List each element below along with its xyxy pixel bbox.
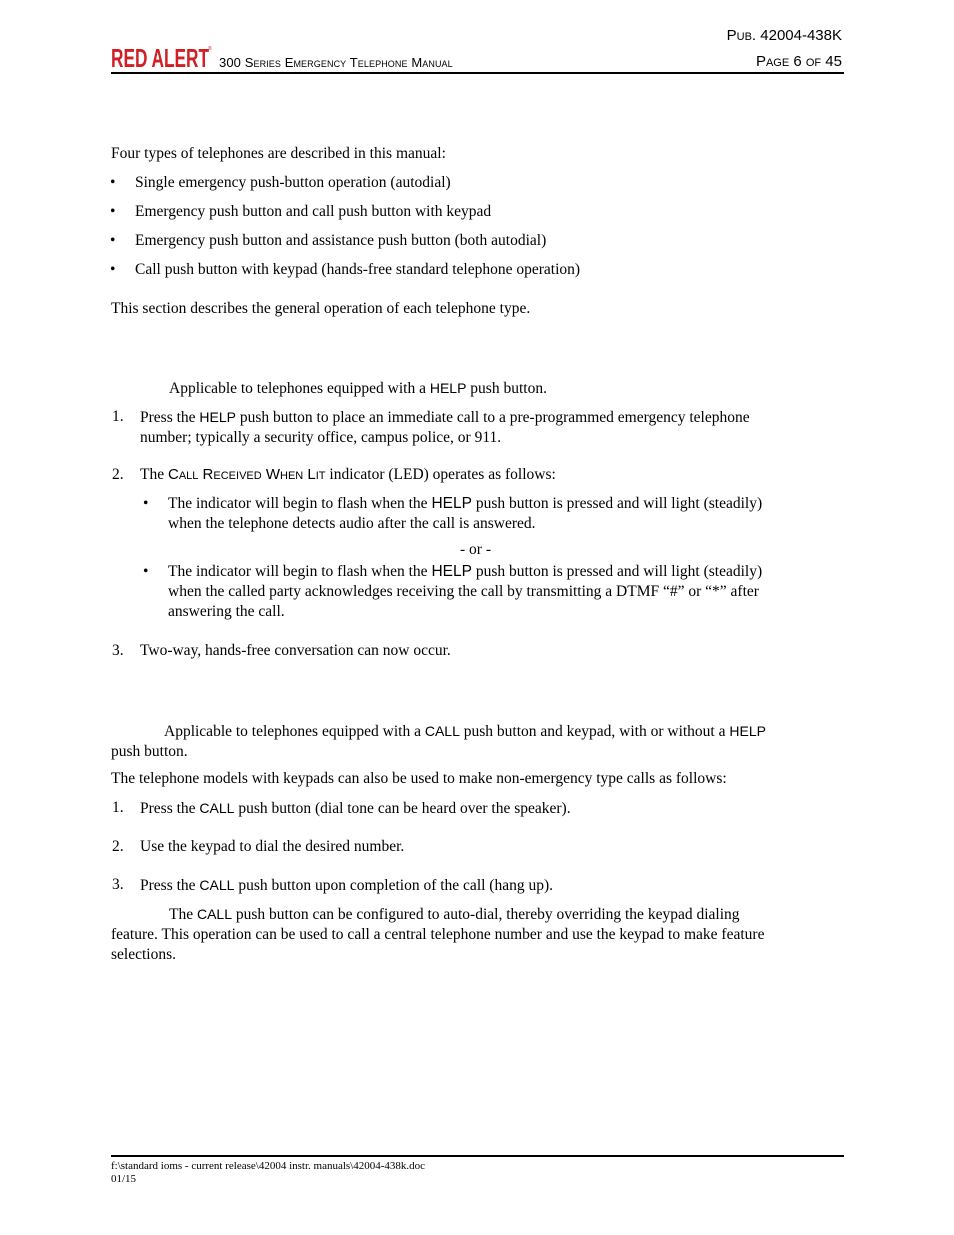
footer-divider: [111, 1155, 844, 1157]
call-step-3: 3. Press the CALL push button upon completion of the call (hang up).: [112, 876, 554, 894]
publication-number: Pub. 42004-438K: [726, 27, 842, 44]
call-lead: The telephone models with keypads can also be used to make non-emergency type calls as follows:: [111, 770, 727, 787]
help-indicator-bullet-1: • The indicator will begin to flash when the HELP push button is pressed and will light (steadily) when the telephone detects audio after the call is answered.: [143, 495, 763, 532]
call-step-1: 1. Press the CALL push button (dial tone can be heard over the speaker).: [112, 799, 571, 817]
help-step-1: 1. Press the HELP push button to place an immediate call to a pre-programmed emergency telephone number; typically a security office, campus police, or 911.: [112, 408, 750, 446]
document-path: f:\standard ioms - current release\42004 instr. manuals\42004-438k.doc: [111, 1160, 426, 1172]
help-applicability-note: Applicable to telephones equipped with a HELP push button.: [169, 380, 547, 397]
or-separator: - or -: [460, 541, 491, 558]
help-indicator-bullet-2: • The indicator will begin to flash when the HELP push button is pressed and will light (steadily) when the called party acknowledges receiving the call by transmitting a DTMF “#” or “*” after answering the call.: [143, 563, 763, 620]
list-item: • Single emergency push-button operation (autodial): [110, 174, 451, 191]
call-step-2: 2. Use the keypad to dial the desired number.: [112, 838, 405, 855]
document-date: 01/15: [111, 1173, 137, 1185]
call-applicability-note: Applicable to telephones equipped with a CALL push button and keypad, with or without a HELP push button.: [111, 723, 766, 760]
list-item: • Call push button with keypad (hands-free standard telephone operation): [110, 261, 581, 278]
list-item: • Emergency push button and call push button with keypad: [110, 203, 492, 220]
header-divider: [111, 72, 844, 74]
intro-summary: This section describes the general operation of each telephone type.: [111, 300, 531, 317]
help-step-2: 2. The Call Received When Lit indicator (LED) operates as follows:: [112, 466, 556, 483]
svg-text:®: ®: [208, 46, 212, 52]
help-step-3: 3. Two-way, hands-free conversation can now occur.: [112, 642, 451, 659]
footer: [111, 1160, 425, 1186]
call-autodial-note: The CALL push button can be configured to auto-dial, thereby overriding the keypad dialing feature. This operation can be used to call a central telephone number and use the keypad to make feature selections.: [111, 906, 765, 963]
red-alert-logo: [111, 44, 212, 70]
manual-title: 300 Series Emergency Telephone Manual: [219, 55, 453, 70]
page-number: Page 6 of 45: [755, 53, 842, 70]
svg-text:RED ALERT: RED ALERT: [111, 44, 210, 70]
intro-lead: Four types of telephones are described in this manual:: [111, 145, 446, 162]
list-item: • Emergency push button and assistance push button (both autodial): [110, 232, 547, 249]
